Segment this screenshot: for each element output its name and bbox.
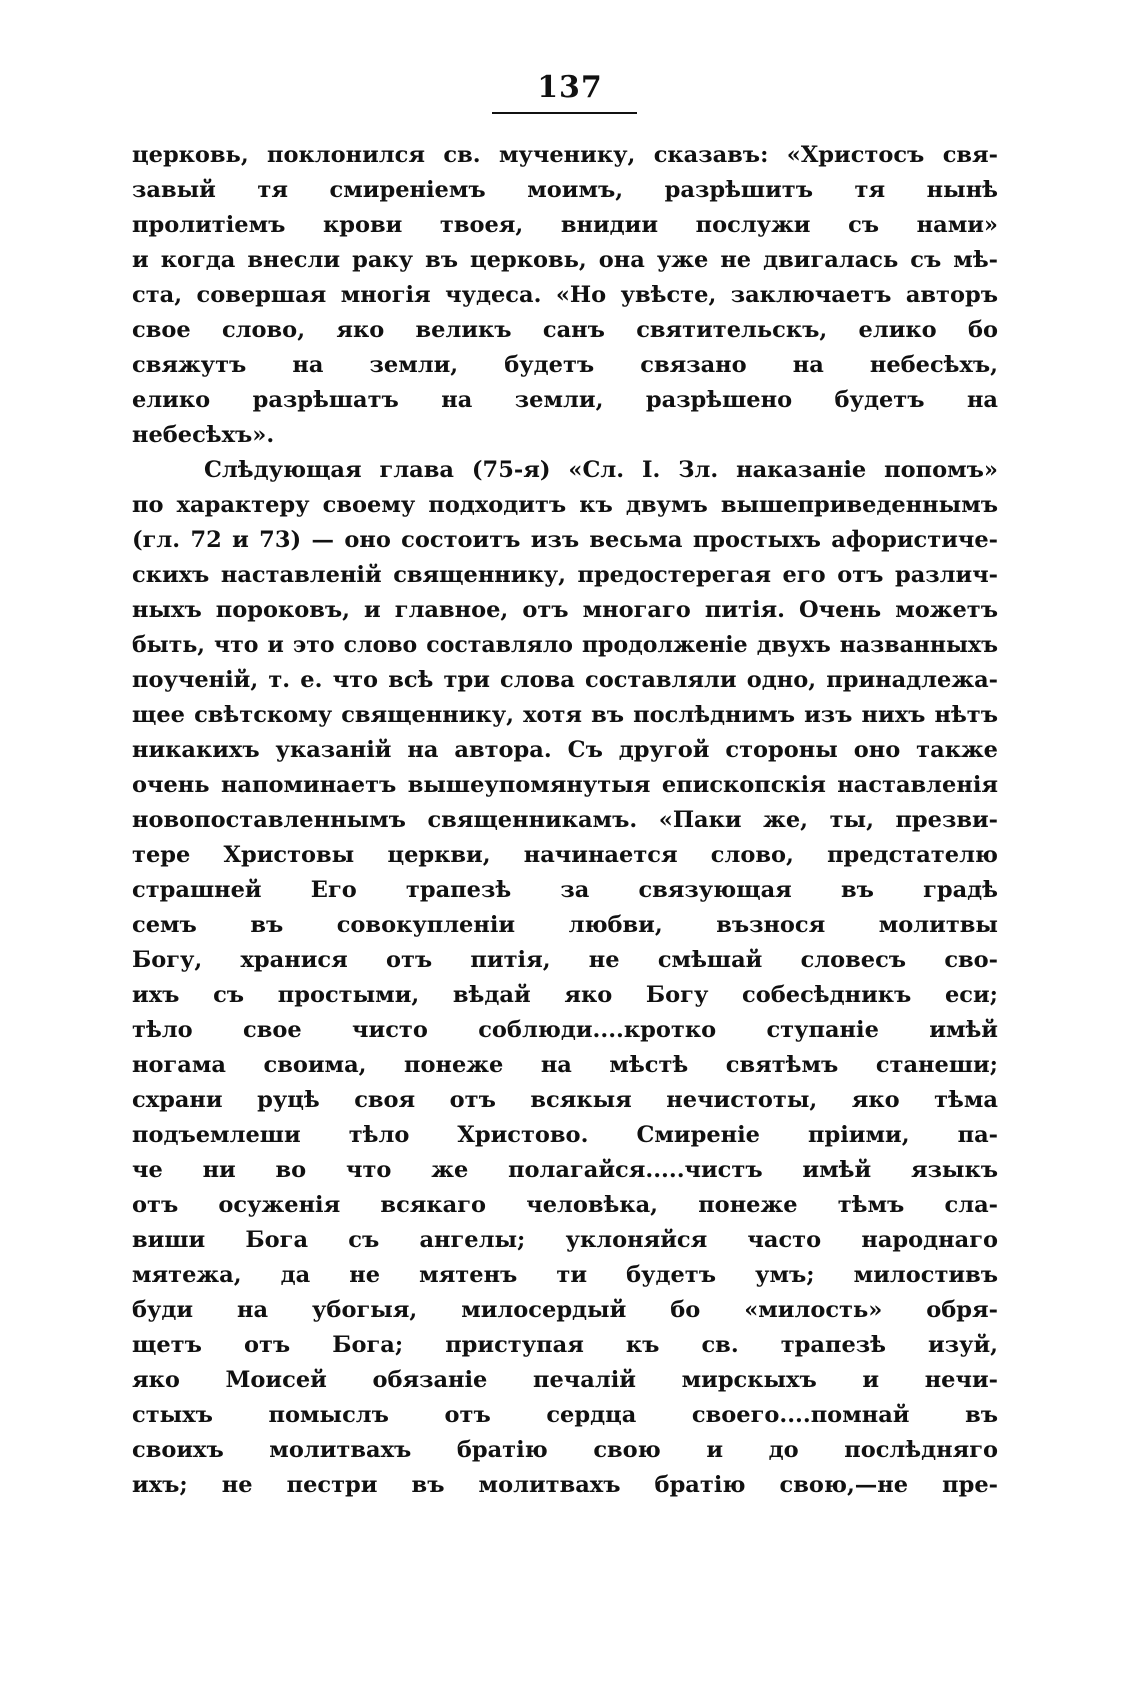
text-line: тере Христовы церкви, начинается слово, предстателю <box>132 842 998 868</box>
text-line: яко Моисей обязаніе печалій мирскыхъ и нечи- <box>132 1367 998 1393</box>
text-line: щетъ отъ Бога; приступая къ св. трапезѣ изуй, <box>132 1332 998 1358</box>
text-line: страшней Его трапезѣ за связующая въ градѣ <box>132 877 998 903</box>
text-line: тѣло свое чисто соблюди....кротко ступаніе имѣй <box>132 1017 998 1043</box>
text-line: церковь, поклонился св. мученику, сказавъ: «Христосъ свя- <box>132 142 998 168</box>
text-line: виши Бога съ ангелы; уклоняйся часто народнаго <box>132 1227 998 1253</box>
text-line: своихъ молитвахъ братію свою и до послѣдняго <box>132 1437 998 1463</box>
text-line: свяжутъ на земли, будетъ связано на небесѣхъ, <box>132 352 998 378</box>
text-line: отъ осуженія всякаго человѣка, понеже тѣмъ сла- <box>132 1192 998 1218</box>
text-line: елико разрѣшатъ на земли, разрѣшено будетъ на <box>132 387 998 413</box>
text-line: буди на убогыя, милосердый бо «милость» обря- <box>132 1297 998 1323</box>
text-line: и когда внесли раку въ церковь, она уже не двигалась съ мѣ- <box>132 247 998 273</box>
text-line: новопоставленнымъ священникамъ. «Паки же, ты, презви- <box>132 807 998 833</box>
text-line: подъемлеши тѣло Христово. Смиреніе пріими, па- <box>132 1122 998 1148</box>
text-line: по характеру своему подходитъ къ двумъ вышеприведеннымъ <box>132 492 998 518</box>
text-line: ихъ съ простыми, вѣдай яко Богу собесѣдникъ еси; <box>132 982 998 1008</box>
text-line: завый тя смиреніемъ моимъ, разрѣшитъ тя нынѣ <box>132 177 998 203</box>
text-line: мятежа, да не мятенъ ти будетъ умъ; милостивъ <box>132 1262 998 1288</box>
body-text <box>132 138 998 1503</box>
text-line: никакихъ указаній на автора. Съ другой стороны оно также <box>132 737 998 763</box>
header-rule <box>492 112 637 114</box>
text-line: Богу, хранися отъ питія, не смѣшай словесъ сво- <box>132 947 998 973</box>
text-line: ныхъ пороковъ, и главное, отъ многаго питія. Очень можетъ <box>132 597 998 623</box>
text-line: ногама своима, понеже на мѣстѣ святѣмъ станеши; <box>132 1052 998 1078</box>
text-line: Слѣдующая глава (75-я) «Сл. I. Зл. наказаніе попомъ» <box>204 457 998 483</box>
text-line: (гл. 72 и 73) — оно состоитъ изъ весьма простыхъ афористиче- <box>132 527 998 553</box>
text-line: скихъ наставленій священнику, предостерегая его отъ различ- <box>132 562 998 588</box>
text-line: схрани руцѣ своя отъ всякыя нечистоты, яко тѣма <box>132 1087 998 1113</box>
text-line: свое слово, яко великъ санъ святительскъ, елико бо <box>132 317 998 343</box>
text-line: щее свѣтскому священнику, хотя въ послѣднимъ изъ нихъ нѣтъ <box>132 702 998 728</box>
text-line: ста, совершая многія чудеса. «Но увѣсте, заключаетъ авторъ <box>132 282 998 308</box>
text-line: ихъ; не пестри въ молитвахъ братію свою,—не пре- <box>132 1472 998 1498</box>
text-line: семъ въ совокупленіи любви, възнося молитвы <box>132 912 998 938</box>
text-line: поученій, т. е. что всѣ три слова составляли одно, принадлежа- <box>132 667 998 693</box>
text-line: очень напоминаетъ вышеупомянутыя епископскія наставленія <box>132 772 998 798</box>
text-line: небесѣхъ». <box>132 422 275 448</box>
text-line: стыхъ помыслъ отъ сердца своего....помнай въ <box>132 1402 998 1428</box>
text-line: пролитіемъ крови твоея, внидии послужи съ нами» <box>132 212 998 238</box>
page-number: 137 <box>537 70 603 105</box>
text-line: че ни во что же полагайся.....чистъ имѣй языкъ <box>132 1157 998 1183</box>
text-line: быть, что и это слово составляло продолженіе двухъ названныхъ <box>132 632 998 658</box>
